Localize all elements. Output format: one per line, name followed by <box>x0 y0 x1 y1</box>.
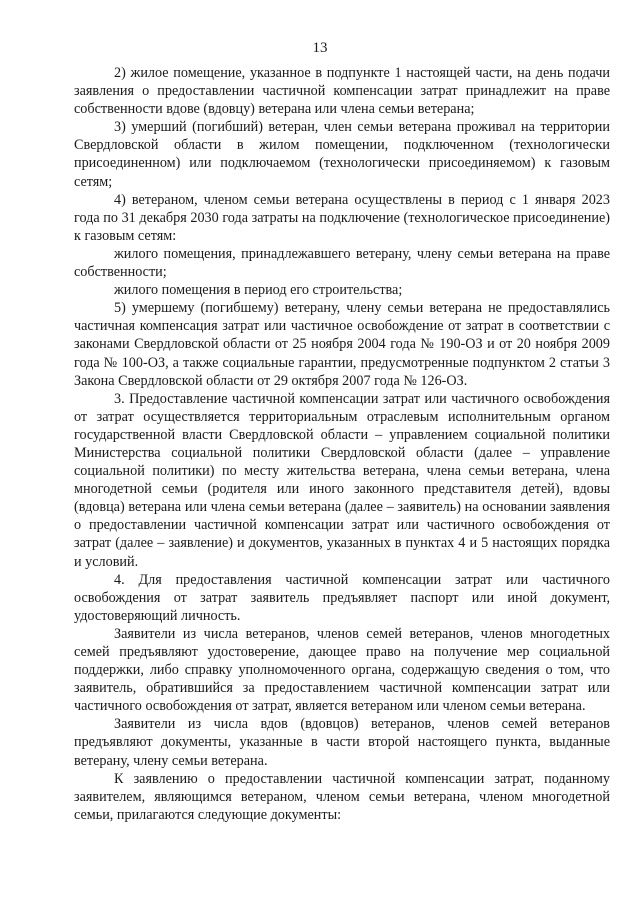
document-body <box>74 64 610 824</box>
paragraph-item-5: 5) умершему (погибшему) ветерану, члену семьи ветерана не предоставлялись частичная компенсация затрат или частичное освобождение от затрат в соответствии с законами Свердловской области от 25 ноября 2004 года № 190-ОЗ и от 20 ноября 2009 года № 100-ОЗ, а также социальные гарантии, предусмотренные подпунктом 2 статьи 3 Закона Свердловской области от 29 октября 2007 года № 126-ОЗ. <box>74 300 610 389</box>
paragraph-point-4: 4. Для предоставления частичной компенсации затрат или частичного освобождения от затрат заявитель предъявляет паспорт или иной документ, удостоверяющий личность. <box>74 571 610 624</box>
paragraph-item-4: 4) ветераном, членом семьи ветерана осуществлены в период с 1 января 2023 года по 31 декабря 2030 года затраты на подключение (технологическое присоединение) к газовым сетям: <box>74 191 610 244</box>
paragraph-applicants-veterans: Заявители из числа ветеранов, членов семей ветеранов, членов многодетных семей предъявляют удостоверение, дающее право на получение мер социальной поддержки, либо справку уполномоченного органа, содержащую сведения о том, что заявитель, обратившийся за предоставлением частичной компенсации затрат или частичного освобождения от затрат, является ветераном или членом семьи ветерана. <box>74 625 610 715</box>
paragraph-applicants-widows: Заявители из числа вдов (вдовцов) ветеранов, членов семей ветеранов предъявляют документы, указанные в части второй настоящего пункта, выданные ветерану, члену семьи ветерана. <box>74 716 610 769</box>
paragraph-subitem-construction: жилого помещения в период его строительства; <box>114 282 403 299</box>
page-number: 13 <box>312 40 328 56</box>
paragraph-item-2: 2) жилое помещение, указанное в подпункте 1 настоящей части, на день подачи заявления о предоставлении частичной компенсации затрат принадлежит на праве собственности вдове (вдовцу) ветерана или члена семьи ветерана; <box>74 65 610 118</box>
paragraph-subitem-owned: жилого помещения, принадлежавшего ветерану, члену семьи ветерана на праве собственности; <box>74 245 610 281</box>
paragraph-attached-documents: К заявлению о предоставлении частичной компенсации затрат, поданному заявителем, являющимся ветераном, членом семьи ветерана, членом многодетной семьи, прилагаются следующие документы: <box>74 770 610 823</box>
paragraph-point-3: 3. Предоставление частичной компенсации затрат или частичного освобождения от затрат осуществляется территориальным отраслевым исполнительным органом государственной власти Свердловской области – управлением социальной политики Министерства социальной политики Свердловской области (далее – управление социальной политики) по месту жительства ветерана, члена семьи ветерана, члена многодетной семьи (родителя или иного законного представителя детей), вдовы (вдовца) ветерана или члена семьи ветерана (далее – заявитель) на основании заявления о предоставлении частичной компенсации затрат или частичного освобождения от затрат (далее – заявление) и документов, указанных в пунктах 4 и 5 настоящих порядка и условий. <box>74 390 610 570</box>
paragraph-item-3: 3) умерший (погибший) ветеран, член семьи ветерана проживал на территории Свердловской области в жилом помещении, подключенном (технологически присоединенном) или подключаемом (технологически присоединяемом) к газовым сетям; <box>74 119 610 190</box>
